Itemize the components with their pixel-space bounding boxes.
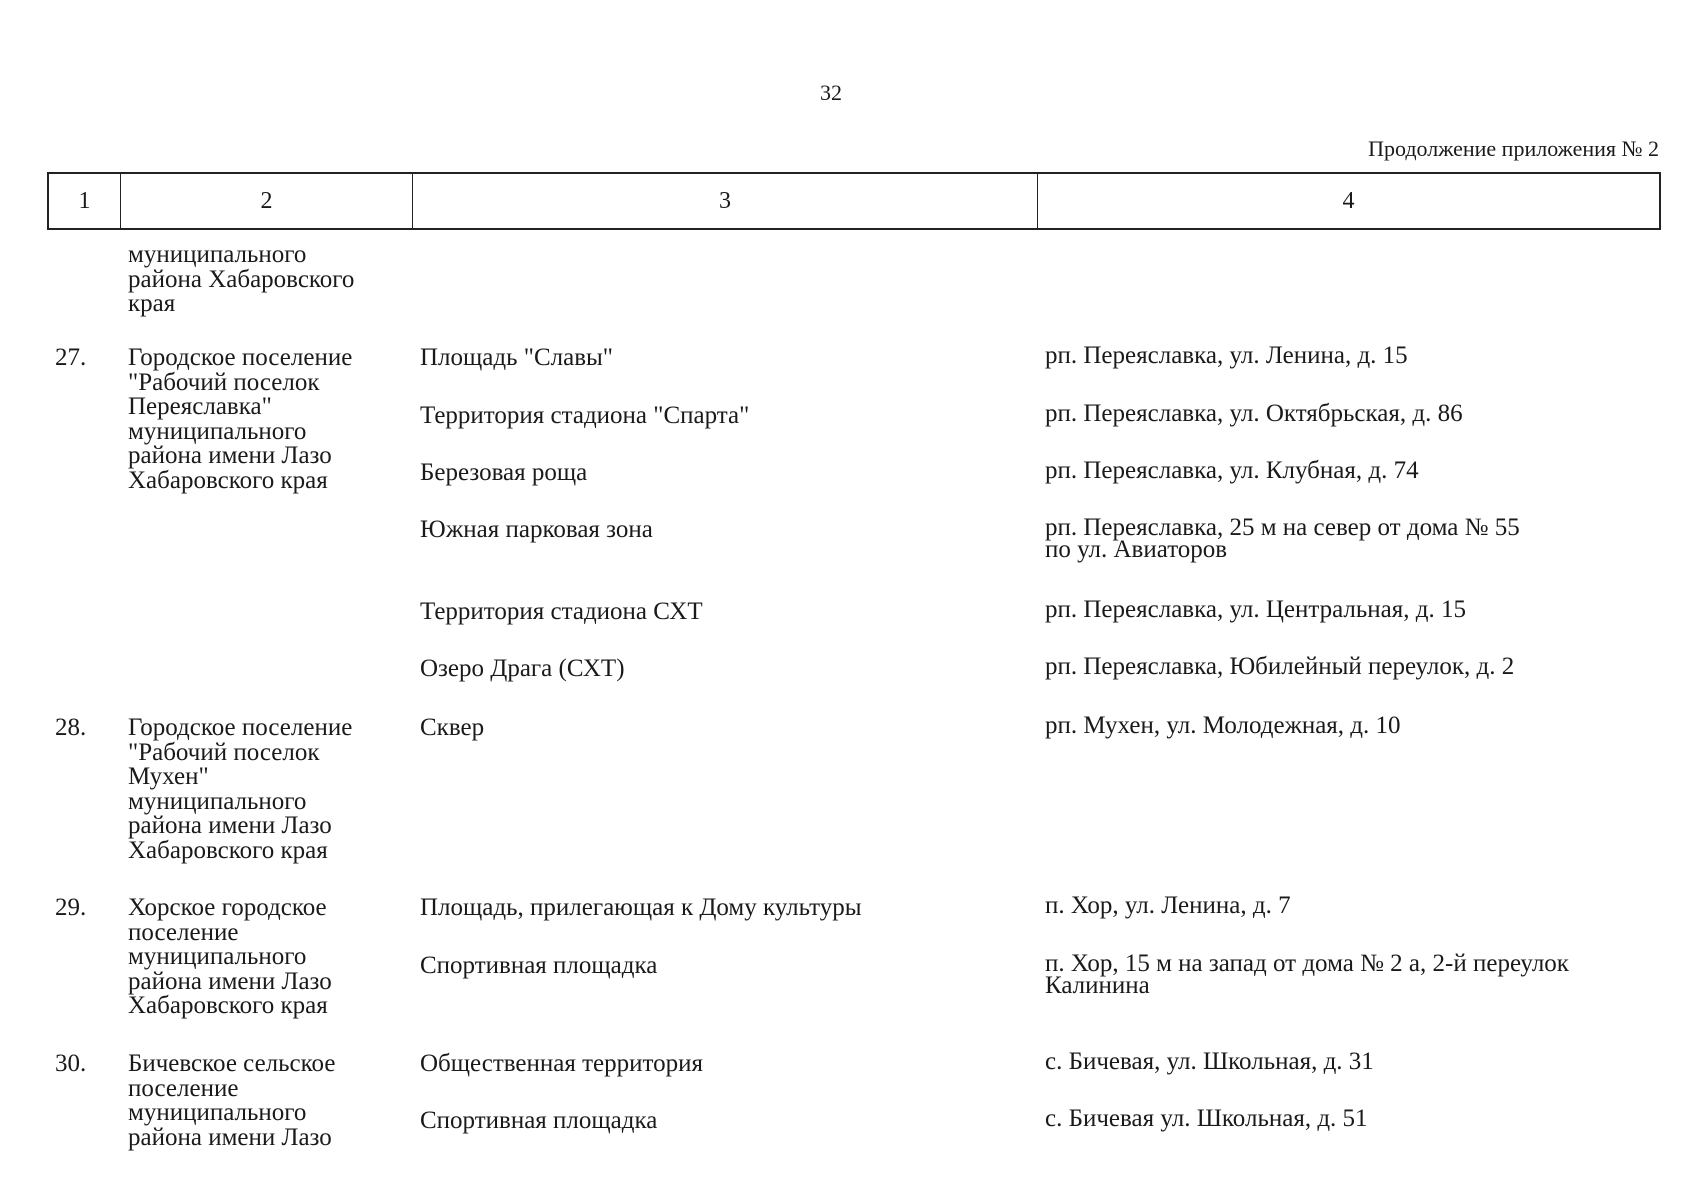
- place-address-line: п. Хор, ул. Ленина, д. 7: [1045, 892, 1291, 919]
- page-number: 32: [820, 80, 842, 105]
- place-name: Спортивная площадка: [420, 1107, 658, 1134]
- place-address-line: п. Хор, 15 м на запад от дома № 2 а, 2-й переулок: [1045, 950, 1569, 977]
- place-name: Спортивная площадка: [420, 952, 658, 979]
- carryover-settlement-line: района Хабаровского: [128, 265, 355, 293]
- settlement-name-line: района имени Лазо: [128, 442, 332, 469]
- header-col-2: 2: [121, 174, 413, 228]
- place-address-line: рп. Переяславка, Юбилейный переулок, д. 2: [1045, 653, 1515, 680]
- place-address-line: с. Бичевая ул. Школьная, д. 51: [1045, 1105, 1368, 1132]
- place-address-line: с. Бичевая, ул. Школьная, д. 31: [1045, 1048, 1374, 1075]
- settlement-name-line: муниципального: [128, 417, 307, 445]
- settlement-name-line: Городское поселение: [128, 344, 353, 371]
- settlement-name-line: района имени Лазо: [128, 1123, 332, 1151]
- place-name: Площадь, прилегающая к Дому культуры: [420, 894, 862, 921]
- continuation-label: Продолжение приложения № 2: [1368, 136, 1659, 161]
- place-name: Территория стадиона "Спарта": [420, 402, 750, 429]
- place-name: Площадь "Славы": [420, 344, 614, 371]
- carryover-settlement-line: края: [128, 290, 176, 317]
- settlement-name-line: поселение: [128, 918, 239, 946]
- header-col-3: 3: [413, 174, 1038, 228]
- settlement-name-line: Хабаровского края: [128, 992, 328, 1019]
- settlement-name-line: Бичевское сельское: [128, 1050, 336, 1077]
- settlement-name-line: "Рабочий поселок: [128, 368, 320, 396]
- place-address-line: рп. Мухен, ул. Молодежная, д. 10: [1045, 712, 1401, 739]
- place-name: Общественная территория: [420, 1050, 703, 1077]
- settlement-name-line: Мухен": [128, 763, 209, 790]
- place-address-line: Калинина: [1045, 972, 1150, 999]
- place-name: Территория стадиона СХТ: [420, 598, 703, 625]
- place-address-line: рп. Переяславка, ул. Клубная, д. 74: [1045, 457, 1419, 484]
- carryover-settlement-line: муниципального: [128, 241, 307, 268]
- header-col-4: 4: [1342, 187, 1355, 214]
- settlement-name-line: района имени Лазо: [128, 812, 332, 839]
- row-number: 29.: [55, 894, 87, 921]
- settlement-name-line: Хабаровского края: [128, 836, 328, 864]
- place-address-line: рп. Переяславка, 25 м на север от дома № 55: [1045, 514, 1520, 541]
- place-address-line: рп. Переяславка, ул. Центральная, д. 15: [1045, 596, 1466, 623]
- row-number: 30.: [55, 1050, 87, 1077]
- row-number: 28.: [55, 714, 87, 741]
- settlement-name-line: Переяславка": [128, 393, 272, 420]
- settlement-name-line: муниципального: [128, 787, 307, 815]
- settlement-name-line: Городское поселение: [128, 714, 353, 741]
- place-name: Озеро Драга (СХТ): [420, 655, 625, 682]
- header-col-1: 1: [49, 174, 121, 228]
- place-address-line: рп. Переяславка, ул. Ленина, д. 15: [1045, 342, 1408, 369]
- table-header: [47, 172, 1661, 230]
- place-address-line: по ул. Авиаторов: [1045, 536, 1228, 563]
- settlement-name-line: "Рабочий поселок: [128, 738, 320, 766]
- place-name: Южная парковая зона: [420, 516, 653, 543]
- settlement-name-line: Хорское городское: [128, 894, 327, 921]
- place-address-line: рп. Переяславка, ул. Октябрьская, д. 86: [1045, 400, 1463, 427]
- settlement-name-line: района имени Лазо: [128, 967, 332, 995]
- settlement-name-line: муниципального: [128, 1099, 307, 1126]
- row-number: 27.: [55, 344, 87, 371]
- settlement-name-line: Хабаровского края: [128, 466, 328, 494]
- place-name: Березовая роща: [420, 459, 588, 486]
- settlement-name-line: муниципального: [128, 943, 307, 970]
- place-name: Сквер: [420, 714, 485, 741]
- settlement-name-line: поселение: [128, 1074, 239, 1102]
